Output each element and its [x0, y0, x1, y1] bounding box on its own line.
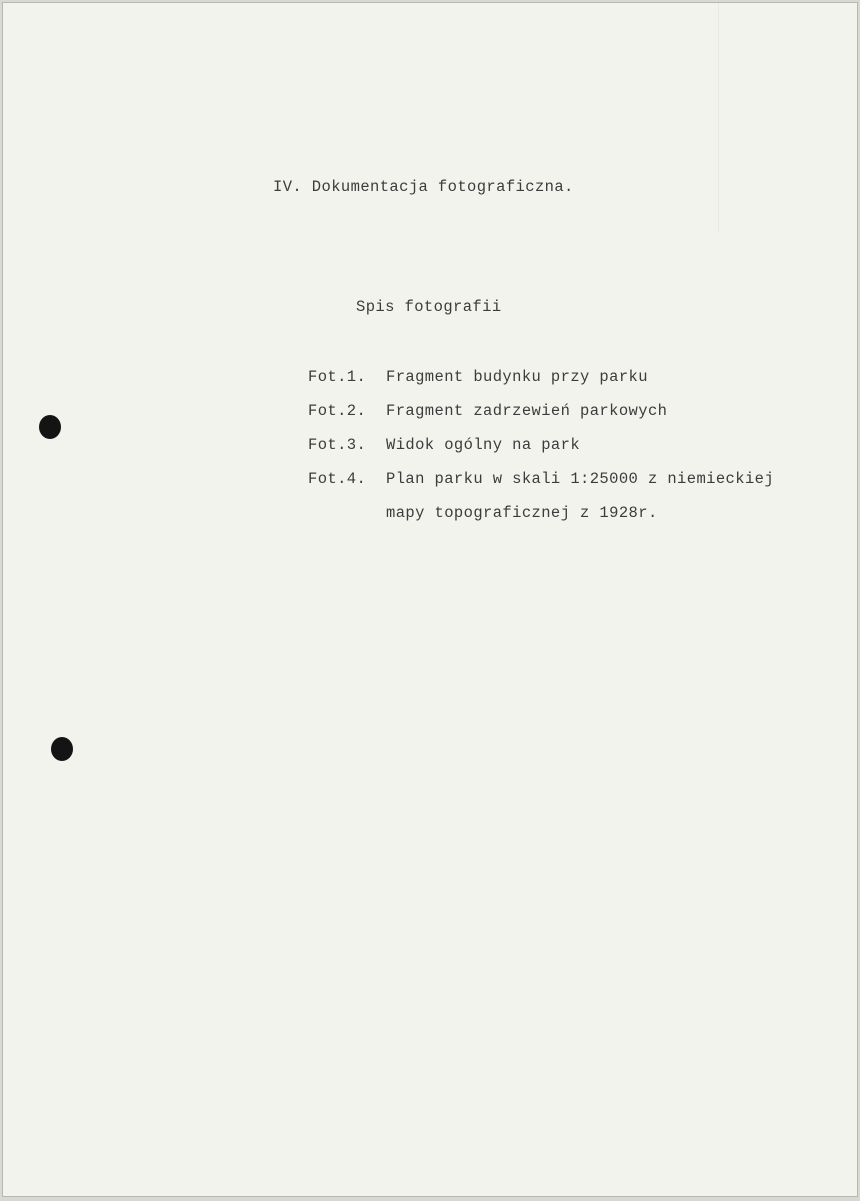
photo-list-title: Spis fotografii: [356, 298, 502, 316]
photo-entry-description: Fragment budynku przy parku: [386, 368, 648, 386]
photo-entry-description: Fragment zadrzewień parkowych: [386, 402, 668, 420]
photo-entry-description: Plan parku w skali 1:25000 z niemieckiej: [386, 470, 775, 488]
document-page: [2, 2, 858, 1197]
photo-entry-description: Widok ogólny na park: [386, 436, 581, 454]
punch-hole-top: [39, 415, 61, 439]
photo-entry-label: Fot.4.: [308, 470, 367, 488]
section-heading: IV. Dokumentacja fotograficzna.: [273, 178, 574, 196]
photo-entry-label: Fot.2.: [308, 402, 367, 420]
photo-entry-label: Fot.3.: [308, 436, 367, 454]
paper-fold-line: [718, 3, 719, 233]
photo-entry-label: Fot.1.: [308, 368, 367, 386]
photo-entry-description-continuation: mapy topograficznej z 1928r.: [386, 504, 658, 522]
punch-hole-bottom: [51, 737, 73, 761]
